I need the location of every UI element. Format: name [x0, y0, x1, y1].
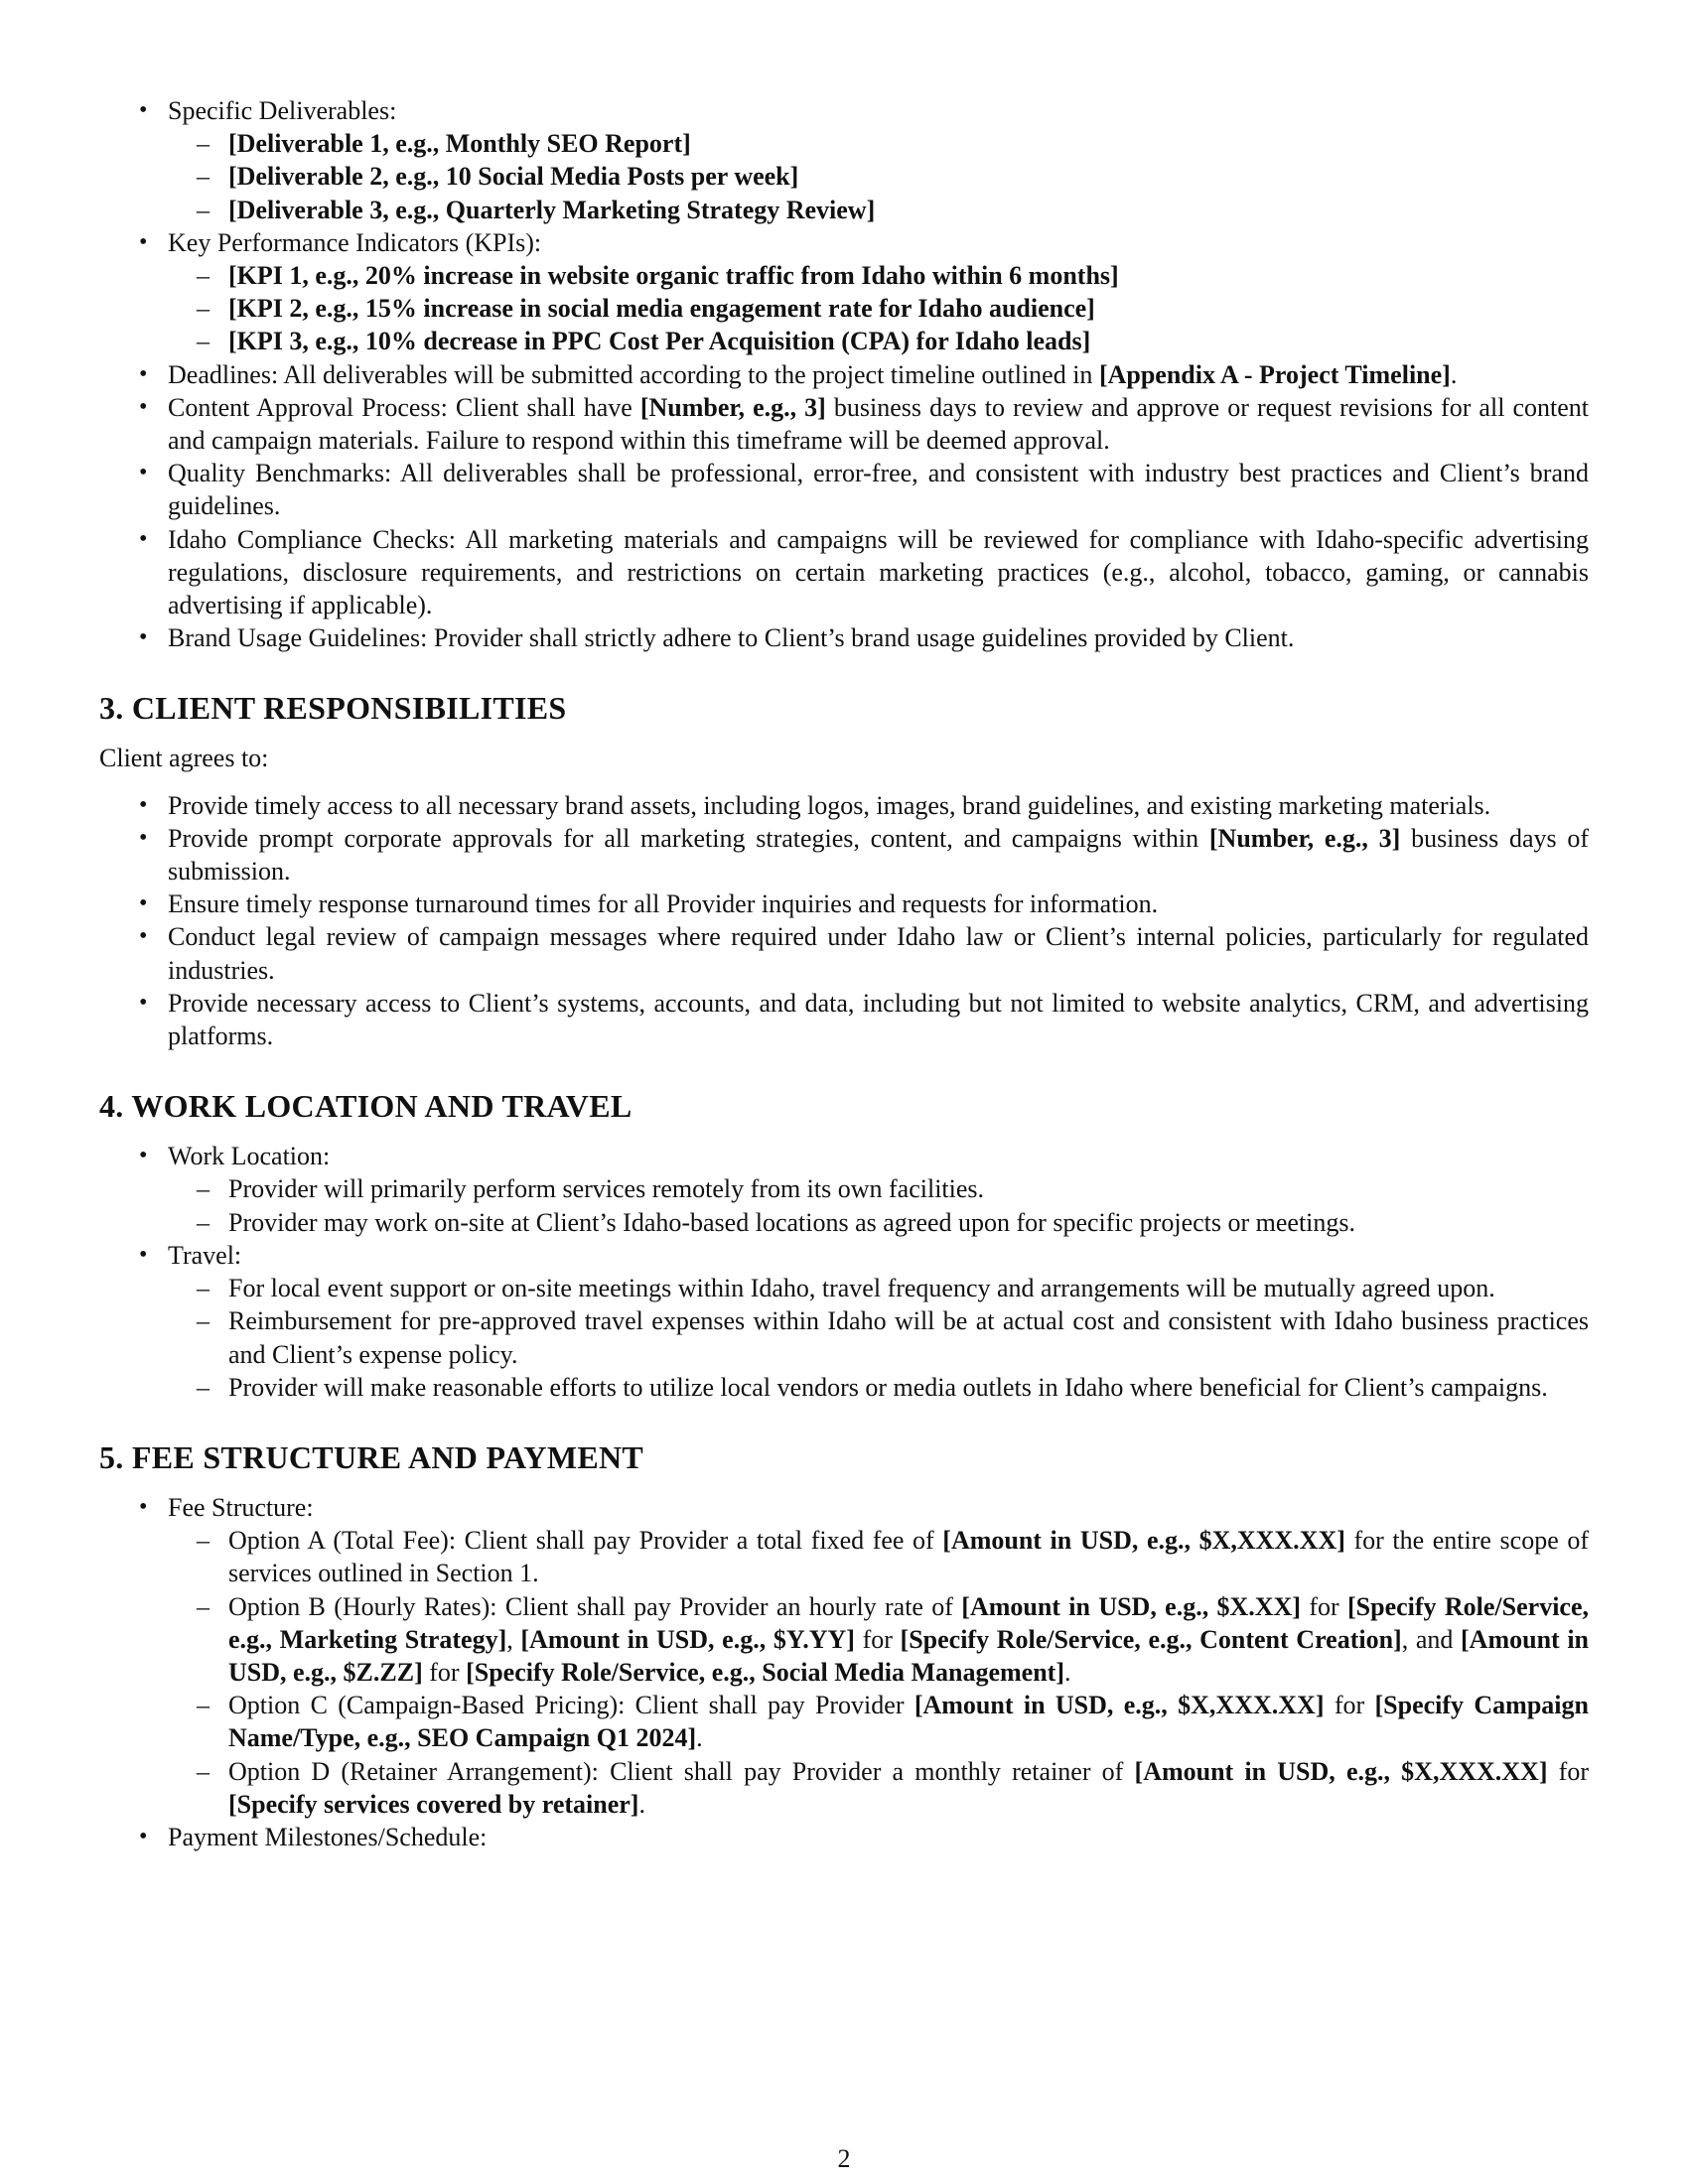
list-item [99, 1206, 1589, 1239]
option-a [99, 1524, 1589, 1589]
compliance-text: Idaho Compliance Checks: All marketing materials and campaigns will be reviewed for compliance with Idaho-specific advertising regulations, disclosure requirements, and restrictions on certain marketing practices (e.g., alcohol, tobacco, gaming, or cannabis advertising if applicable). [168, 524, 1589, 620]
fee-structure-label: Fee Structure: [168, 1492, 314, 1522]
item-text: Provider will primarily perform services remotely from its own facilities. [228, 1174, 985, 1204]
travel-list [168, 1272, 1589, 1404]
section-intro: Client agrees to: [99, 744, 269, 773]
option-placeholder: [Amount in USD, e.g., $X,XXX.XX] [1134, 1756, 1548, 1786]
list-item [99, 1371, 1589, 1404]
deliverables-label: Specific Deliverables: [168, 96, 397, 125]
list-item [99, 358, 1589, 391]
option-text-end: for the entire scope of services outlined in Section 1. [228, 1526, 1589, 1588]
deliverables-list [168, 127, 1589, 226]
option-b [99, 1590, 1589, 1690]
document-page [99, 94, 1589, 1853]
option-c [99, 1689, 1589, 1754]
section2-list [99, 94, 1589, 654]
list-item [99, 789, 1589, 822]
option-d [99, 1755, 1589, 1821]
section-heading: 5. FEE STRUCTURE AND PAYMENT [99, 1438, 644, 1475]
approval-text: Content Approval Process: Client shall have [168, 392, 640, 422]
kpi-list [168, 259, 1589, 358]
option-text: for [1547, 1756, 1589, 1786]
list-item [99, 94, 1589, 226]
option-text: for [854, 1624, 901, 1654]
list-item [99, 292, 1589, 325]
item-text: Provider will make reasonable efforts to utilize local vendors or media outlets in Idaho where beneficial for Client’s campaigns. [228, 1372, 1548, 1402]
kpi-3: [KPI 3, e.g., 10% decrease in PPC Cost Per Acquisition (CPA) for Idaho leads] [228, 327, 1091, 356]
section-5 [99, 1437, 1589, 1853]
option-placeholder: [Specify Role/Service, e.g., Content Creation] [900, 1624, 1402, 1654]
section5-list [99, 1491, 1589, 1853]
option-placeholder: [Specify Campaign Name/Type, e.g., SEO Campaign Q1 2024] [228, 1691, 1589, 1753]
deliverable-3: [Deliverable 3, e.g., Quarterly Marketing Strategy Review] [228, 195, 876, 224]
option-text: Option C (Campaign-Based Pricing): Client shall pay Provider [228, 1691, 914, 1720]
option-placeholder: [Amount in USD, e.g., $X,XXX.XX] [914, 1691, 1325, 1720]
option-text-end: . [1064, 1657, 1071, 1687]
list-item [99, 259, 1589, 292]
option-placeholder: [Specify services covered by retainer] [228, 1789, 639, 1819]
list-item [99, 325, 1589, 357]
kpi-1: [KPI 1, e.g., 20% increase in website organic traffic from Idaho within 6 months] [228, 261, 1119, 291]
section-4 [99, 1086, 1589, 1404]
section4-list [99, 1140, 1589, 1404]
option-placeholder: [Amount in USD, e.g., $Z.ZZ] [228, 1624, 1590, 1687]
work-location-list [168, 1172, 1589, 1238]
list-item [99, 621, 1589, 654]
list-item [99, 194, 1589, 226]
list-item [99, 920, 1589, 986]
list-item [99, 987, 1589, 1052]
page-number: 2 [837, 2144, 851, 2173]
list-item [99, 1821, 1589, 1853]
item-text: For local event support or on-site meetings within Idaho, travel frequency and arrangements will be mutually agreed upon. [228, 1274, 1495, 1303]
deliverable-2: [Deliverable 2, e.g., 10 Social Media Posts per week] [228, 162, 799, 192]
list-item [99, 887, 1589, 920]
option-placeholder: [Amount in USD, e.g., $X,XXX.XX] [942, 1526, 1345, 1556]
option-text: , [506, 1624, 521, 1654]
list-item [99, 1304, 1589, 1370]
kpi-2: [KPI 2, e.g., 15% increase in social media engagement rate for Idaho audience] [228, 294, 1095, 324]
list-item [99, 457, 1589, 522]
list-item [99, 160, 1589, 193]
option-placeholder: [Amount in USD, e.g., $Y.YY] [520, 1624, 855, 1654]
option-text-end: . [638, 1789, 645, 1819]
item-text: Ensure timely response turnaround times for all Provider inquiries and requests for information. [168, 889, 1159, 919]
section-heading: 3. CLIENT RESPONSIBILITIES [99, 690, 567, 727]
payment-milestones-label: Payment Milestones/Schedule: [168, 1822, 488, 1851]
brand-text: Brand Usage Guidelines: Provider shall strictly adhere to Client’s brand usage guidelines provided by Client. [168, 623, 1295, 653]
section3-list [99, 789, 1589, 1053]
kpi-label: Key Performance Indicators (KPIs): [168, 227, 542, 257]
list-item [99, 822, 1589, 887]
section-3 [99, 688, 1589, 1052]
option-placeholder: [Specify Role/Service, e.g., Marketing Strategy] [228, 1591, 1589, 1654]
list-item [99, 1491, 1589, 1821]
list-item [99, 391, 1589, 457]
fee-options-list [168, 1524, 1589, 1821]
work-location-label: Work Location: [168, 1142, 331, 1171]
item-text-end: business days of submission. [168, 823, 1590, 887]
item-text: Provide necessary access to Client’s systems, accounts, and data, including but not limited to website analytics, CRM, and advertising platforms. [168, 988, 1589, 1051]
deadlines-text: Deadlines: All deliverables will be submitted according to the project timeline outlined in [168, 359, 1099, 389]
deliverable-1: [Deliverable 1, e.g., Monthly SEO Report] [228, 129, 691, 159]
item-placeholder: [Number, e.g., 3] [1208, 823, 1401, 853]
option-text: Option B (Hourly Rates): Client shall pay Provider an hourly rate of [228, 1591, 962, 1621]
option-text: for [422, 1657, 467, 1687]
option-placeholder: [Amount in USD, e.g., $X.XX] [961, 1591, 1302, 1621]
item-text: Provide timely access to all necessary brand assets, including logos, images, brand guidelines, and existing marketing materials. [168, 790, 1491, 820]
deadlines-end: . [1450, 359, 1458, 389]
option-text: for [1324, 1691, 1375, 1720]
item-text: Provider may work on-site at Client’s Idaho-based locations as agreed upon for specific projects or meetings. [228, 1207, 1356, 1237]
list-item [99, 226, 1589, 358]
approval-end: business days to review and approve or request revisions for all content and campaign materials. Failure to respond within this timeframe will be deemed approval. [168, 392, 1590, 456]
list-item [99, 523, 1589, 622]
option-text: Option D (Retainer Arrangement): Client shall pay Provider a monthly retainer of [228, 1756, 1135, 1786]
quality-text: Quality Benchmarks: All deliverables shall be professional, error-free, and consistent with industry best practices and Client’s brand guidelines. [168, 459, 1589, 521]
travel-label: Travel: [168, 1240, 242, 1270]
list-item [99, 1172, 1589, 1205]
deadlines-placeholder: [Appendix A - Project Timeline] [1098, 359, 1451, 389]
item-text: Provide prompt corporate approvals for all marketing strategies, content, and campaigns within [168, 823, 1209, 853]
option-placeholder: [Specify Role/Service, e.g., Social Media Management] [466, 1657, 1064, 1687]
option-text-end: . [696, 1723, 703, 1753]
option-text: for [1301, 1591, 1348, 1621]
list-item [99, 1272, 1589, 1304]
option-text: Option A (Total Fee): Client shall pay Provider a total fixed fee of [228, 1526, 943, 1556]
list-item [99, 1239, 1589, 1404]
option-text: , and [1401, 1624, 1462, 1654]
list-item [99, 127, 1589, 160]
list-item [99, 1140, 1589, 1239]
approval-placeholder: [Number, e.g., 3] [639, 392, 826, 422]
item-text: Reimbursement for pre-approved travel expenses within Idaho will be at actual cost and consistent with Idaho business practices and Client’s expense policy. [228, 1306, 1589, 1369]
item-text: Conduct legal review of campaign messages where required under Idaho law or Client’s internal policies, particularly for regulated industries. [168, 922, 1589, 985]
section-heading: 4. WORK LOCATION AND TRAVEL [99, 1088, 633, 1125]
